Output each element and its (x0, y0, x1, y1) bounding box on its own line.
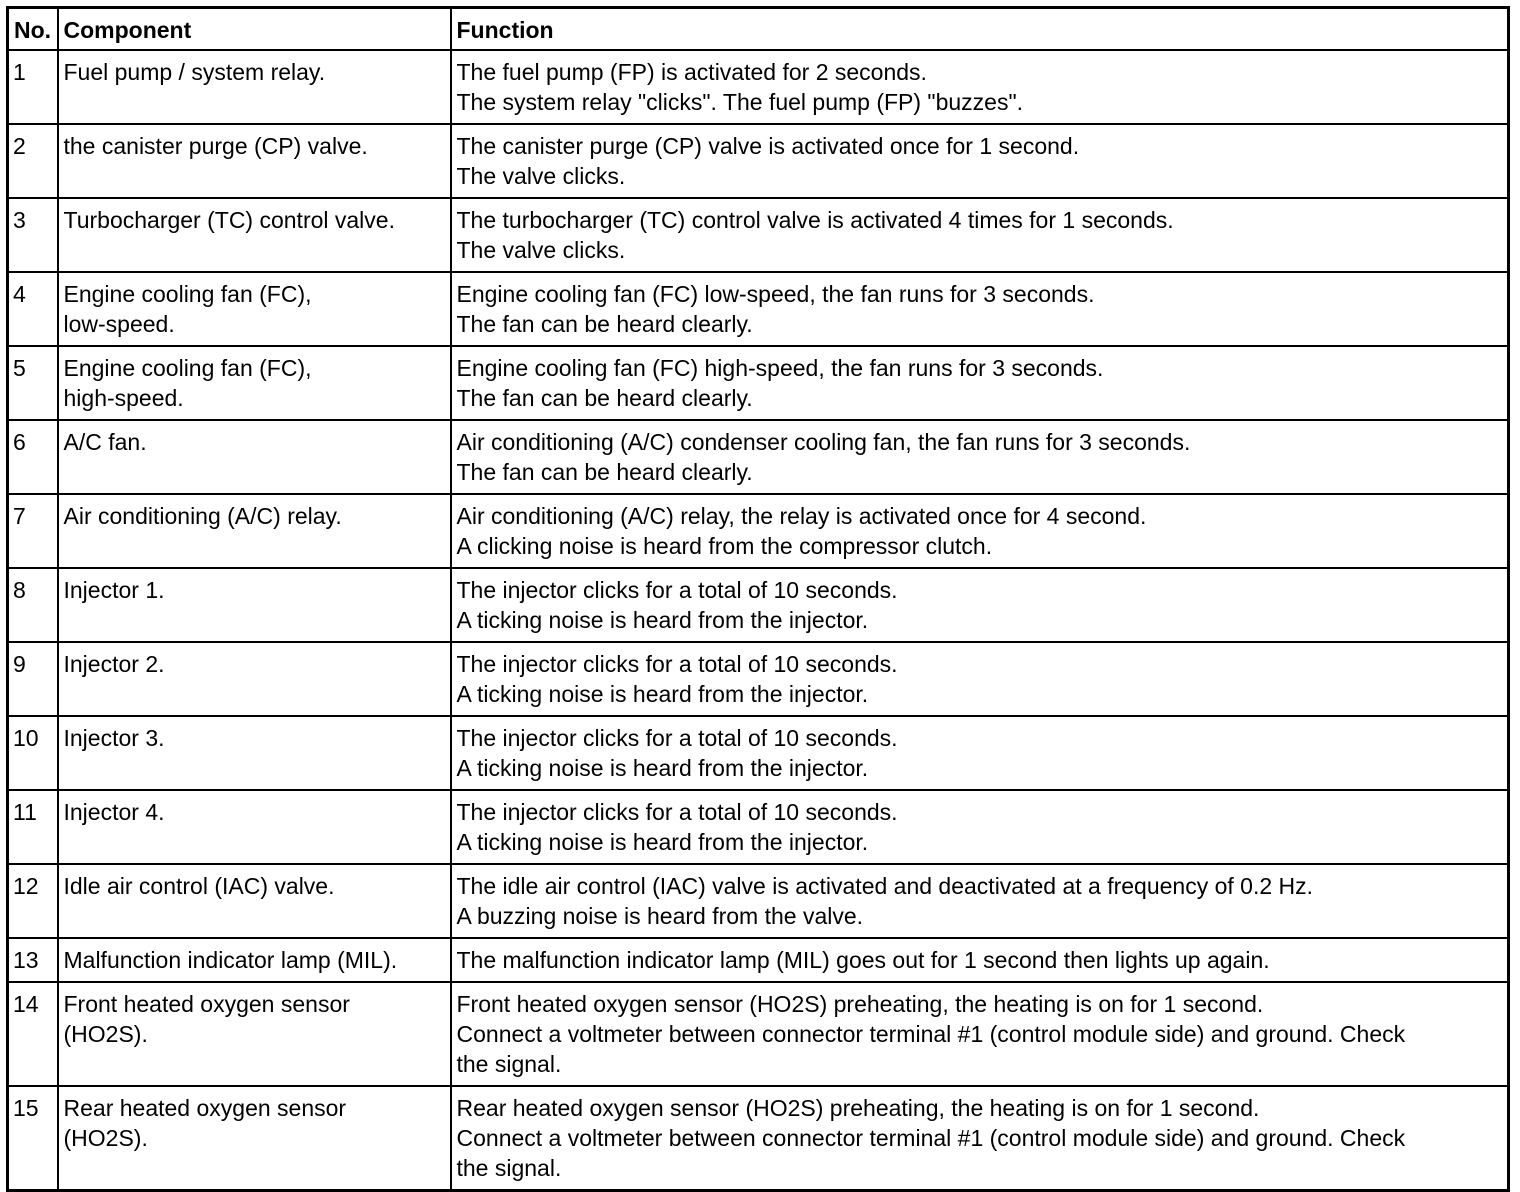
function-text: Engine cooling fan (FC) low-speed, the fan runs for 3 seconds. (456, 281, 1095, 307)
row-number: 14 (8, 982, 58, 1086)
function-cell (451, 198, 1509, 272)
row-number: 1 (8, 50, 58, 124)
function-cell (451, 642, 1509, 716)
component-text: Engine cooling fan (FC), (63, 281, 312, 307)
function-text: The turbocharger (TC) control valve is activated 4 times for 1 seconds. (456, 207, 1174, 233)
component-text: Idle air control (IAC) valve. (63, 873, 335, 899)
table-row (8, 198, 1509, 272)
component-text: Turbocharger (TC) control valve. (63, 207, 395, 233)
function-text: The fan can be heard clearly. (456, 311, 753, 337)
table-row (8, 420, 1509, 494)
function-text: The valve clicks. (456, 237, 626, 263)
component-text: (HO2S). (63, 1125, 148, 1151)
component-cell (58, 982, 451, 1086)
component-text: Injector 2. (63, 651, 165, 677)
component-cell (58, 1086, 451, 1191)
function-cell (451, 790, 1509, 864)
row-number: 9 (8, 642, 58, 716)
function-text: Connect a voltmeter between connector terminal #1 (control module side) and ground. Check (456, 1125, 1406, 1151)
table-row (8, 50, 1509, 124)
table-row (8, 790, 1509, 864)
function-text: The injector clicks for a total of 10 seconds. (456, 799, 898, 825)
component-cell (58, 790, 451, 864)
function-cell (451, 568, 1509, 642)
function-text: The system relay "clicks". The fuel pump (FP) "buzzes". (456, 89, 1024, 115)
function-text: A ticking noise is heard from the injector. (456, 607, 869, 633)
function-text: The injector clicks for a total of 10 seconds. (456, 577, 898, 603)
table-row (8, 938, 1509, 982)
component-cell (58, 50, 451, 124)
component-text: Air conditioning (A/C) relay. (63, 503, 342, 529)
table-row (8, 1086, 1509, 1191)
function-cell (451, 124, 1509, 198)
table-row (8, 982, 1509, 1086)
component-cell (58, 938, 451, 982)
header-row (8, 8, 1509, 51)
component-text: low-speed. (63, 311, 175, 337)
function-cell (451, 272, 1509, 346)
row-number: 5 (8, 346, 58, 420)
function-cell (451, 938, 1509, 982)
component-text: Rear heated oxygen sensor (63, 1095, 347, 1121)
component-text: Engine cooling fan (FC), (63, 355, 312, 381)
function-text: The fan can be heard clearly. (456, 459, 753, 485)
function-text: The idle air control (IAC) valve is activated and deactivated at a frequency of 0.2 Hz. (456, 873, 1314, 899)
row-number: 13 (8, 938, 58, 982)
row-number: 4 (8, 272, 58, 346)
row-number: 8 (8, 568, 58, 642)
table-row (8, 716, 1509, 790)
row-number: 15 (8, 1086, 58, 1191)
table-row (8, 494, 1509, 568)
function-text: A ticking noise is heard from the injector. (456, 755, 869, 781)
function-text: The canister purge (CP) valve is activated once for 1 second. (456, 133, 1080, 159)
row-number: 3 (8, 198, 58, 272)
component-text: Injector 1. (63, 577, 165, 603)
component-text: high-speed. (63, 385, 184, 411)
function-text: A ticking noise is heard from the injector. (456, 829, 869, 855)
table-row (8, 124, 1509, 198)
component-text: Malfunction indicator lamp (MIL). (63, 947, 398, 973)
row-number: 7 (8, 494, 58, 568)
function-text: Front heated oxygen sensor (HO2S) preheating, the heating is on for 1 second. (456, 991, 1264, 1017)
header-component: Component (58, 8, 451, 51)
function-text: the signal. (456, 1051, 562, 1077)
component-cell (58, 198, 451, 272)
function-cell (451, 864, 1509, 938)
component-cell (58, 568, 451, 642)
function-text: The fuel pump (FP) is activated for 2 seconds. (456, 59, 927, 85)
function-text: The injector clicks for a total of 10 seconds. (456, 725, 898, 751)
row-number: 12 (8, 864, 58, 938)
function-text: Rear heated oxygen sensor (HO2S) preheating, the heating is on for 1 second. (456, 1095, 1260, 1121)
function-text: A buzzing noise is heard from the valve. (456, 903, 864, 929)
component-cell (58, 346, 451, 420)
row-number: 10 (8, 716, 58, 790)
table-row (8, 642, 1509, 716)
function-text: Connect a voltmeter between connector terminal #1 (control module side) and ground. Check (456, 1021, 1406, 1047)
row-number: 2 (8, 124, 58, 198)
component-text: A/C fan. (63, 429, 147, 455)
function-text: Engine cooling fan (FC) high-speed, the fan runs for 3 seconds. (456, 355, 1104, 381)
component-cell (58, 642, 451, 716)
function-text: The malfunction indicator lamp (MIL) goes out for 1 second then lights up again. (456, 947, 1270, 973)
function-cell (451, 50, 1509, 124)
actuator-test-table (6, 6, 1510, 1192)
table-row (8, 568, 1509, 642)
function-cell (451, 716, 1509, 790)
table-row (8, 864, 1509, 938)
function-text: The valve clicks. (456, 163, 626, 189)
function-cell (451, 1086, 1509, 1191)
function-cell (451, 494, 1509, 568)
component-cell (58, 124, 451, 198)
table-body (8, 50, 1509, 1191)
function-text: A ticking noise is heard from the injector. (456, 681, 869, 707)
table-row (8, 346, 1509, 420)
component-text: (HO2S). (63, 1021, 148, 1047)
component-text: Fuel pump / system relay. (63, 59, 326, 85)
component-cell (58, 864, 451, 938)
row-number: 11 (8, 790, 58, 864)
function-text: Air conditioning (A/C) relay, the relay is activated once for 4 second. (456, 503, 1147, 529)
function-cell (451, 346, 1509, 420)
header-function: Function (451, 8, 1509, 51)
function-cell (451, 420, 1509, 494)
row-number: 6 (8, 420, 58, 494)
function-text: A clicking noise is heard from the compressor clutch. (456, 533, 993, 559)
component-text: Front heated oxygen sensor (63, 991, 350, 1017)
function-text: The injector clicks for a total of 10 seconds. (456, 651, 898, 677)
table-row (8, 272, 1509, 346)
component-cell (58, 494, 451, 568)
component-cell (58, 272, 451, 346)
component-text: the canister purge (CP) valve. (63, 133, 368, 159)
header-no: No. (8, 8, 58, 51)
function-text: the signal. (456, 1155, 562, 1181)
function-cell (451, 982, 1509, 1086)
function-text: Air conditioning (A/C) condenser cooling fan, the fan runs for 3 seconds. (456, 429, 1191, 455)
component-cell (58, 716, 451, 790)
component-text: Injector 4. (63, 799, 165, 825)
function-text: The fan can be heard clearly. (456, 385, 753, 411)
component-text: Injector 3. (63, 725, 165, 751)
component-cell (58, 420, 451, 494)
